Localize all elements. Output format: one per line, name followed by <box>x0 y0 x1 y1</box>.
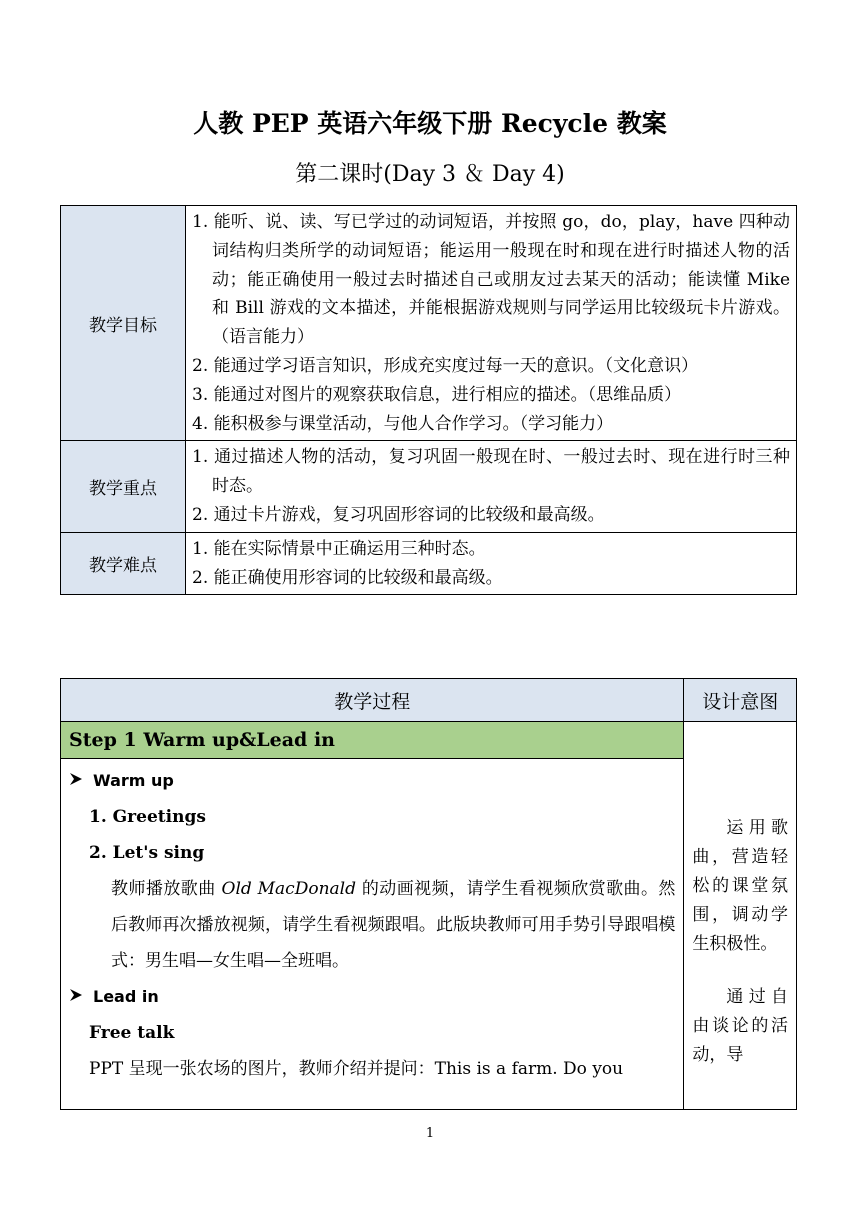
table-header-row <box>61 679 797 722</box>
design-intent-cell <box>684 722 797 1110</box>
design-intent-1: 运用歌曲，营造轻松的课堂氛围，调动学生积极性。 <box>692 818 788 954</box>
page-number: 1 <box>425 1126 435 1141</box>
process-content <box>61 759 684 1110</box>
paragraph-free-talk: PPT 呈现一张农场的图片，教师介绍并提问：This is a farm. Do you <box>89 1059 624 1079</box>
list-item: 1. 能听、说、读、写已学过的动词短语，并按照 go，do，play，have 四种动词结构归类所学的动词短语；能运用一般现在时和现在进行时描述人物的活动；能正确使用一般过去时描述自己或朋友过去某天的活动；能读懂 Mike 和 Bill 游戏的文本描述，并能根据游戏规则与同学运用比较级玩卡片游戏。（语言能力） <box>192 212 790 348</box>
header-design: 设计意图 <box>684 679 797 722</box>
list-item: 1. 能在实际情景中正确运用三种时态。 <box>192 538 486 559</box>
row-label-key-points: 教学重点 <box>61 441 186 532</box>
list-item: 3. 能通过对图片的观察获取信息，进行相应的描述。（思维品质） <box>192 384 682 405</box>
step-title: Step 1 Warm up&Lead in <box>61 722 684 759</box>
header-process: 教学过程 <box>61 679 684 722</box>
row-content-objectives <box>186 206 797 441</box>
list-item: 1. 通过描述人物的活动，复习巩固一般现在时、一般过去时、现在进行时三种时态。 <box>192 447 790 497</box>
row-content-key-points <box>186 441 797 532</box>
list-item: 2. 能正确使用形容词的比较级和最高级。 <box>192 567 503 588</box>
list-item: 2. 通过卡片游戏，复习巩固形容词的比较级和最高级。 <box>192 504 605 525</box>
design-intent-2: 通过自由谈论的活动，导 <box>692 987 788 1065</box>
section-lead-in: Lead in <box>69 979 675 1015</box>
item-lets-sing: 2. Let's sing <box>89 843 205 863</box>
row-content-difficulties <box>186 532 797 595</box>
song-title: Old MacDonald <box>221 879 356 899</box>
item-greetings: 1. Greetings <box>89 807 206 827</box>
section-warm-up: Warm up <box>69 763 675 799</box>
arrowhead-bullet-icon <box>69 763 93 799</box>
paragraph-sing: 教师播放歌曲 Old MacDonald 的动画视频，请学生看视频欣赏歌曲。然后教师再次播放视频，请学生看视频跟唱。此版块教师可用手势引导跟唱模式：男生唱—女生唱—全班唱。 <box>111 879 676 971</box>
table-row <box>61 441 797 532</box>
item-free-talk: Free talk <box>89 1023 175 1043</box>
table-row <box>61 722 797 759</box>
row-label-difficulties: 教学难点 <box>61 532 186 595</box>
table-row <box>61 206 797 441</box>
list-item: 2. 能通过学习语言知识，形成充实度过每一天的意识。（文化意识） <box>192 355 699 376</box>
teaching-process-table <box>60 678 797 1110</box>
table-row <box>61 532 797 595</box>
document-subtitle: 第二课时(Day 3 ＆ Day 4) <box>295 162 565 187</box>
arrowhead-bullet-icon <box>69 979 93 1015</box>
objectives-table <box>60 205 797 595</box>
document-title: 人教 PEP 英语六年级下册 Recycle 教案 <box>193 109 667 138</box>
list-item: 4. 能积极参与课堂活动，与他人合作学习。（学习能力） <box>192 413 614 434</box>
row-label-objectives: 教学目标 <box>61 206 186 441</box>
